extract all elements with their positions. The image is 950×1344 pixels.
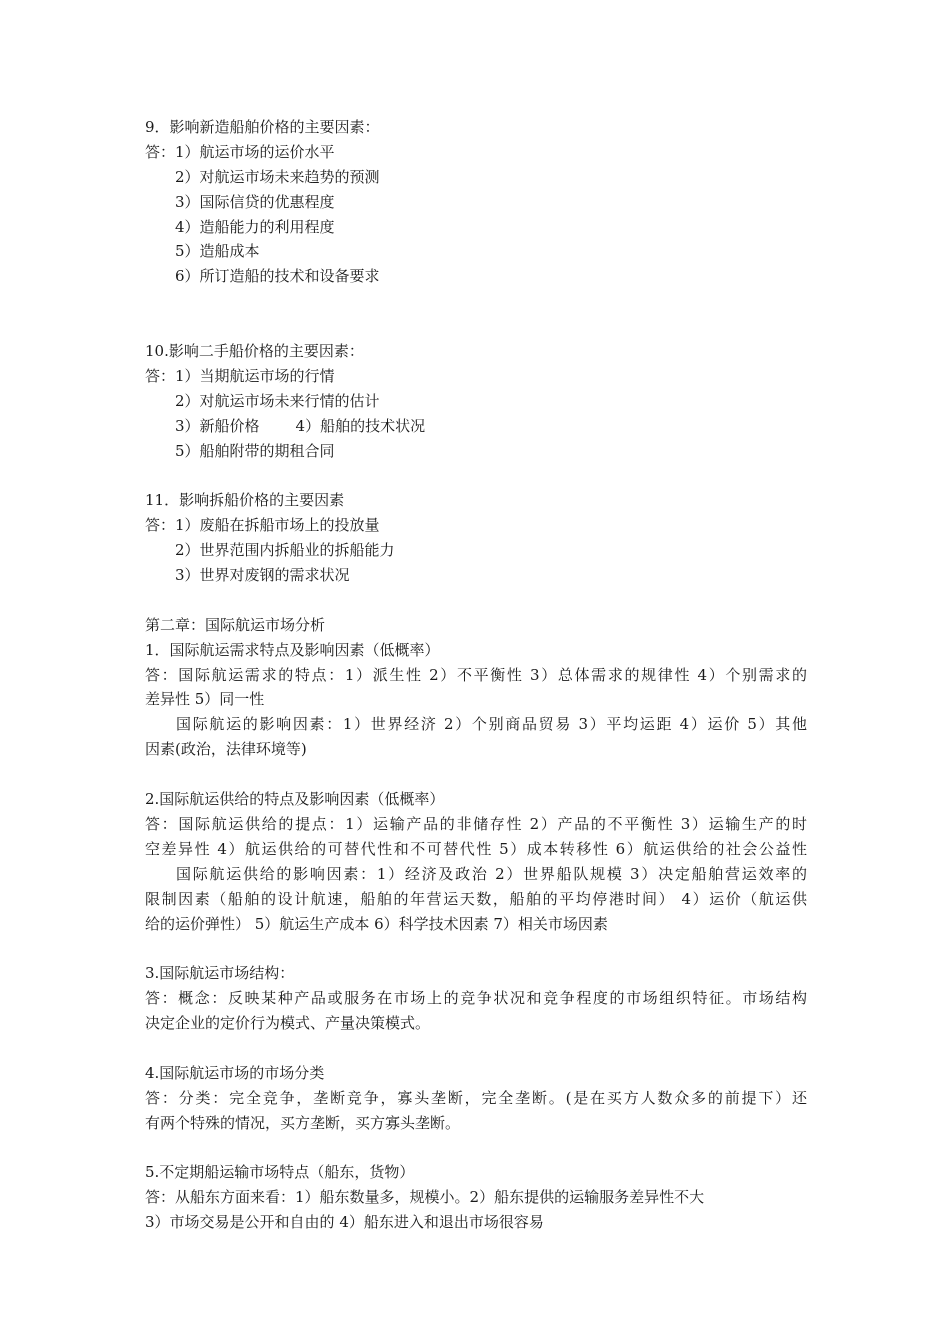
question-title: 2.国际航运供给的特点及影响因素（低概率）: [145, 790, 445, 809]
question-title: 4.国际航运市场的市场分类: [145, 1063, 325, 1082]
answer-line: 空差异性 4）航运供给的可替代性和不可替代性 5）成本转移性 6）航运供给的社会公益性: [145, 839, 807, 858]
spacer: [145, 936, 807, 961]
spacer: [145, 1036, 807, 1061]
question-title: 10.影响二手船价格的主要因素：: [145, 342, 364, 361]
answer-item: [145, 289, 807, 314]
question-title: 11．影响拆船价格的主要因素: [145, 491, 345, 510]
spacer: [145, 762, 807, 787]
answer-item: 3）新船价格: [175, 416, 260, 435]
answer-item: 6）所订造船的技术和设备要求: [175, 267, 380, 286]
answer-line: 决定企业的定价行为模式、产量决策模式。: [145, 1014, 431, 1033]
spacer: [145, 463, 807, 488]
answer-line: 因素(政治，法律环境等): [145, 740, 307, 759]
answer-line: 有两个特殊的情况，买方垄断，买方寡头垄断。: [145, 1113, 461, 1132]
answer-item: 5）造船成本: [175, 242, 260, 261]
answer-line: 答：分类：完全竞争，垄断竞争，寡头垄断，完全垄断。(是在买方人数众多的前提下）还: [145, 1088, 807, 1107]
spacer: [145, 588, 807, 613]
answer-item-pair: [145, 414, 807, 439]
chapter-heading: 第二章：国际航运市场分析: [145, 615, 326, 634]
question-title: 1．国际航运需求特点及影响因素（低概率）: [145, 640, 440, 659]
answer-line: 答：1）废船在拆船市场上的投放量: [145, 516, 380, 535]
answer-line: 答：1）当期航运市场的行情: [145, 366, 335, 385]
answer-line: 答：概念：反映某种产品或服务在市场上的竞争状况和竞争程度的市场组织特征。市场结构: [145, 989, 807, 1008]
answer-item: 5）船舶附带的期租合同: [175, 441, 335, 460]
question-title: 3.国际航运市场结构：: [145, 964, 295, 983]
answer-line: 国际航运的影响因素：1）世界经济 2）个别商品贸易 3）平均运距 4）运价 5）其他: [176, 715, 807, 734]
answer-item: 2）世界范围内拆船业的拆船能力: [175, 541, 395, 560]
answer-line: 3）市场交易是公开和自由的 4）船东进入和退出市场很容易: [145, 1213, 544, 1232]
answer-line: 限制因素（船舶的设计航速，船舶的年营运天数，船舶的平均停港时间） 4）运价（航运供: [145, 889, 807, 908]
answer-line: 差异性 5）同一性: [145, 690, 265, 709]
question-title: 5.不定期船运输市场特点（船东，货物）: [145, 1163, 415, 1182]
answer-item: 3）国际信贷的优惠程度: [175, 192, 335, 211]
answer-line: 答：1）航运市场的运价水平: [145, 142, 335, 161]
answer-item: 3）世界对废钢的需求状况: [175, 566, 350, 585]
answer-item: 2）对航运市场未来行情的估计: [175, 391, 380, 410]
answer-line: 答：从船东方面来看：1）船东数量多，规模小。2）船东提供的运输服务差异性不大: [145, 1188, 705, 1207]
answer-item: 2）对航运市场未来趋势的预测: [175, 167, 380, 186]
answer-line: 答：国际航运供给的提点：1）运输产品的非储存性 2）产品的不平衡性 3）运输生产的时: [145, 814, 807, 833]
answer-line: 给的运价弹性） 5）航运生产成本 6）科学技术因素 7）相关市场因素: [145, 914, 608, 933]
document-body: [145, 115, 807, 1235]
answer-line: 答：国际航运需求的特点：1）派生性 2）不平衡性 3）总体需求的规律性 4）个别需求的: [145, 665, 807, 684]
spacer: [145, 1136, 807, 1161]
spacer: [145, 314, 807, 339]
question-title: 9．影响新造船舶价格的主要因素：: [145, 118, 380, 136]
answer-line: 国际航运供给的影响因素：1）经济及政治 2）世界船队规模 3）决定船舶营运效率的: [176, 864, 807, 883]
answer-item: 4）造船能力的利用程度: [175, 217, 335, 236]
answer-item: 4）船舶的技术状况: [295, 416, 426, 435]
